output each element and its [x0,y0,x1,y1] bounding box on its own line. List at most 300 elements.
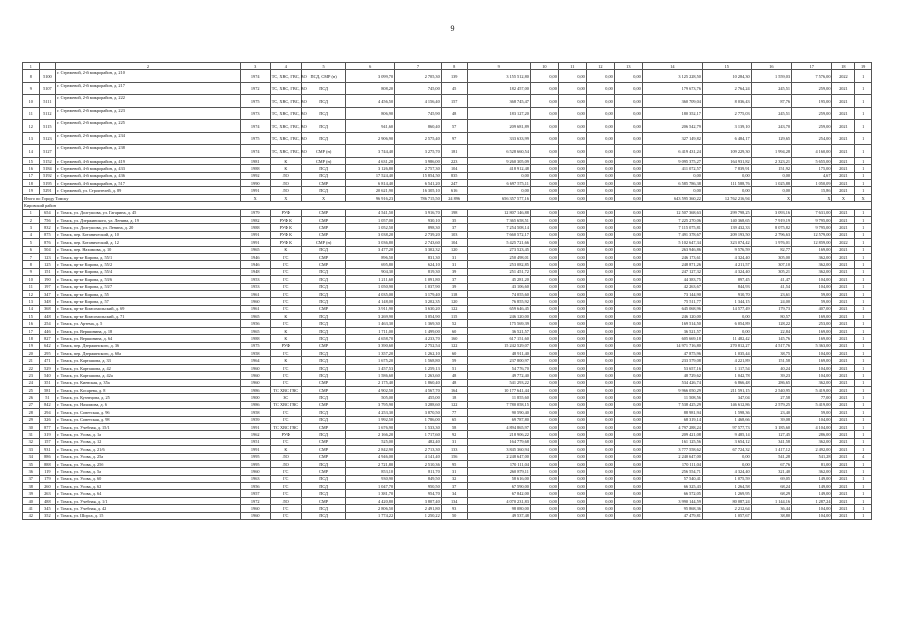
cell-s2: 0,00 [751,187,791,194]
cell-year: 1963 [240,475,270,482]
cell-s3: 169,00 [792,313,832,320]
cell-f2: 0,00 [558,490,586,497]
cell-area1: 853,10 [346,468,395,475]
cell-f3: 0,00 [586,120,614,133]
cell-addr: г. Стрежевой, 2-й микрорайон, д. 234 [56,132,241,145]
cell-s1: 4 324,40 [702,268,751,275]
cell-n: 24 [23,379,40,386]
cell-year: 1965 [240,313,270,320]
cell-addr: г. Стрежевой, 4-й микрорайон, д. 517 [56,180,241,187]
cell-id: 471 [39,357,56,364]
cell-id: 5112 [39,107,56,120]
cell-f4: 0,00 [614,231,642,238]
cell-last: 1 [855,70,872,83]
cell-last: 1 [855,290,872,297]
cell-cost: 2 248 647,00 [467,453,530,460]
cell-n: 27 [23,401,40,408]
cell-addr: г. Стрежевой, 2-й микрорайон, д. 217 [56,82,241,95]
cell-cost: 74 055,60 [467,290,530,297]
cell-s2: 23,40 [751,409,791,416]
cell-n: 11 [23,283,40,290]
cell-yr: 2021 [832,145,855,158]
cell-f4: 0,00 [614,453,642,460]
cell-addr: г. Стрежевой, 4-й микрорайон, д. 419 [56,157,241,164]
cell-area2: 4 156,40 [395,95,442,108]
cell-f1: 0,00 [530,290,558,297]
cell-area2: 1 259,13 [395,364,442,371]
cell-last: 1 [855,246,872,253]
cell-yr: 2021 [832,409,855,416]
cell-area2: 2 510,36 [395,460,442,467]
cell-res: 31 [441,261,467,268]
cell-work: СМР [301,342,346,349]
cell-res: 58 [441,423,467,430]
cell-area1: 4 902,50 [346,387,395,394]
cell-own: 180 352,17 [642,107,702,120]
cell-cost: 273 523,45 [467,246,530,253]
cell-id: 51 [39,394,56,401]
cell-area1: 3 744,40 [346,145,395,158]
cell-f1: 0,00 [530,82,558,95]
cell-work: ПСД [301,276,346,283]
cell-year: 1991 [240,446,270,453]
cell-last: 1 [855,95,872,108]
cell-last: 1 [855,423,872,430]
cell-last: 1 [855,283,872,290]
cell-f4: 0,00 [614,165,642,172]
cell-cost: 69 787,80 [467,416,530,423]
cell-f3: 0,00 [586,401,614,408]
cell-cost: 170 111,04 [467,460,530,467]
cell-own: 248 871,26 [642,261,702,268]
cell-area1: 3 099,70 [346,70,395,83]
cell-addr: г. Томск, ул. Усова, д. 5а [56,468,241,475]
cell-f2: 0,00 [558,342,586,349]
cell-year: 1995 [240,460,270,467]
total-area2: 786 715,50 [395,194,442,201]
cell-n: 15 [23,313,40,320]
cell-f1: 0,00 [530,217,558,224]
cell-work: СМР (н) [301,239,346,246]
cell-area2: 1 037,90 [395,283,442,290]
cell-sys: ГС [270,372,301,379]
cell-f4: 0,00 [614,120,642,133]
cell-f2: 0,00 [558,268,586,275]
cell-year: 1957 [240,490,270,497]
cell-area1: 4 631,20 [346,157,395,164]
cell-cost: 7 254 508,14 [467,224,530,231]
cell-f4: 0,00 [614,505,642,512]
cell-f3: 0,00 [586,305,614,312]
cell-area1: 1 057,00 [346,217,395,224]
cell-area2: 482,40 [395,438,442,445]
cell-addr: г. Томск, ул. Косарева, д. 8 [56,387,241,394]
cell-n: 12 [23,120,40,133]
cell-f4: 0,00 [614,290,642,297]
cell-id: 326 [39,416,56,423]
cell-s2: 3 185,60 [751,423,791,430]
cell-s2: 39,08 [751,416,791,423]
cell-res: 97 [441,132,467,145]
cell-year: 1973 [240,107,270,120]
column-number: 5 [301,63,346,70]
cell-f2: 0,00 [558,468,586,475]
cell-f4: 0,00 [614,82,642,95]
cell-sys: ГС [270,364,301,371]
cell-f4: 0,00 [614,180,642,187]
table-row [23,505,872,512]
cell-area1: 1 357,20 [346,350,395,357]
table-row [23,298,872,305]
cell-id: 295 [39,350,56,357]
cell-own: 246 120,00 [642,313,702,320]
cell-f4: 0,00 [614,95,642,108]
cell-n: 26 [23,394,40,401]
cell-res: 37 [441,483,467,490]
cell-sys: ТС, ХВС, ГВС, ВО [270,95,301,108]
cell-year: 1991 [240,231,270,238]
cell-last: 1 [855,180,872,187]
cell-addr: г. Томск, пр-кт Комсомольский, д. 69 [56,305,241,312]
cell-own: 360 709,04 [642,95,702,108]
cell-area2: 16 305,10 [395,187,442,194]
cell-yr: 2022 [832,70,855,83]
cell-last: 1 [855,217,872,224]
table-row [23,490,872,497]
cell-f1: 0,00 [530,394,558,401]
column-number: 1 [23,63,40,70]
cell-f4: 0,00 [614,313,642,320]
cell-f4: 0,00 [614,409,642,416]
cell-f3: 0,00 [586,172,614,179]
cell-year: 1975 [240,132,270,145]
cell-sys: ТС, ХВС, ГВС, ВО [270,82,301,95]
cell-own: 206 542,79 [642,120,702,133]
cell-res: 59 [441,357,467,364]
table-row [23,512,872,519]
cell-s2: 69,05 [751,475,791,482]
cell-f3: 0,00 [586,231,614,238]
cell-res: 103 [441,231,467,238]
cell-f3: 0,00 [586,145,614,158]
column-number: 19 [855,63,872,70]
cell-res: 120 [441,246,467,253]
cell-addr: г. Стрежевой, 4-й микрорайон, д. 436 [56,172,241,179]
cell-f2: 0,00 [558,512,586,519]
cell-id: 263 [39,490,56,497]
cell-own: 327 149,82 [642,132,702,145]
cell-work: ПСД [301,460,346,467]
cell-last: 1 [855,313,872,320]
cell-work: ПСД [301,505,346,512]
table-row [23,431,872,438]
cell-n: 15 [23,157,40,164]
cell-res: 104 [441,239,467,246]
cell-addr: г. Томск, пр-кт Кирова, д. 55 [56,290,241,297]
cell-s3: 15,86 [792,187,832,194]
cell-last: 1 [855,401,872,408]
cell-n: 13 [23,298,40,305]
cell-f1: 0,00 [530,120,558,133]
cell-f2: 0,00 [558,283,586,290]
cell-yr: 2021 [832,387,855,394]
cell-sys: ЛО [270,497,301,504]
cell-res: 50 [441,512,467,519]
cell-res: 93 [441,505,467,512]
cell-own: 95 868,36 [642,505,702,512]
cell-own: 170 111,04 [642,460,702,467]
cell-f4: 0,00 [614,372,642,379]
cell-id: 190 [39,276,56,283]
cell-n: 13 [23,132,40,145]
cell-id: 294 [39,409,56,416]
cell-s3: 259,00 [792,120,832,133]
cell-year: 1953 [240,283,270,290]
cell-area1: 2 175,40 [346,379,395,386]
cell-cost: 10 177 641,44 [467,387,530,394]
cell-id: 260 [39,483,56,490]
cell-s3: 59,00 [792,409,832,416]
cell-area2: 1 262,10 [395,350,442,357]
cell-sys: ГС [270,490,301,497]
cell-addr: г. Томск, пр-кт Кирова, д. 55/4 [56,268,241,275]
table-row [23,483,872,490]
cell-res: 48 [441,372,467,379]
cell-f2: 0,00 [558,401,586,408]
cell-area2: 1 533,30 [395,423,442,430]
table-row [23,187,872,194]
cell-s3: 12 859,00 [792,239,832,246]
cell-area2: 954,70 [395,490,442,497]
cell-addr: г. Томск, ул. Учебная, д. 15/1 [56,423,241,430]
cell-res: 181 [441,145,467,158]
cell-s3: 9 795,00 [792,224,832,231]
cell-n: 17 [23,327,40,334]
cell-s3: 362,00 [792,261,832,268]
cell-n: 17 [23,172,40,179]
cell-addr: г. Томск, пер. Ботанический, д. 10 [56,231,241,238]
cell-f3: 0,00 [586,423,614,430]
cell-addr: г. Томск, ул. Усова, д. 25б [56,460,241,467]
cell-s2: 145,76 [751,335,791,342]
cell-f2: 0,00 [558,497,586,504]
cell-year: 1975 [240,95,270,108]
cell-id: 581 [39,387,56,394]
cell-sys: ГС [270,261,301,268]
cell-work: ПСД [301,335,346,342]
cell-area2: 745,00 [395,82,442,95]
cell-work: СМР (н) [301,157,346,164]
cell-own: 534 426,74 [642,379,702,386]
table-row [23,372,872,379]
cell-area1: 1 381,70 [346,490,395,497]
cell-f3: 0,00 [586,82,614,95]
cell-area2: 3 202,35 [395,298,442,305]
cell-last: 1 [855,157,872,164]
cell-sys: ЛО [270,453,301,460]
cell-s3: 253,00 [792,320,832,327]
cell-cost: 9 260 305,09 [467,157,530,164]
cell-year: 1986 [240,401,270,408]
cell-yr: 2021 [832,261,855,268]
cell-id: 5111 [39,95,56,108]
table-row [23,438,872,445]
cell-area1: 4 253,30 [346,409,395,416]
column-number-row [23,63,872,70]
cell-f2: 0,00 [558,350,586,357]
cell-f3: 0,00 [586,132,614,145]
cell-work: ПСД [301,372,346,379]
cell-sys: ТС ХВС ГВС [270,387,301,394]
cell-sys: ГС [270,379,301,386]
cell-yr: 2021 [832,246,855,253]
cell-own: 645 068,96 [642,305,702,312]
cell-cost: 90 590,40 [467,409,530,416]
cell-f1: 0,00 [530,180,558,187]
cell-f3: 0,00 [586,313,614,320]
cell-s2: 3 093,16 [751,209,791,216]
cell-f2: 0,00 [558,157,586,164]
cell-id: 756 [39,217,56,224]
cell-area1: 4 420,80 [346,497,395,504]
cell-yr: 2021 [832,423,855,430]
total-s3: X [792,194,832,201]
cell-s1: 97 577,73 [702,423,751,430]
cell-f2: 0,00 [558,145,586,158]
column-number: 18 [832,63,855,70]
cell-s2: 1 025,88 [751,180,791,187]
cell-own: 44 383,75 [642,276,702,283]
cell-cost: 368 745,47 [467,95,530,108]
cell-n: 16 [23,165,40,172]
cell-last: 1 [855,483,872,490]
cell-yr: 2021 [832,372,855,379]
cell-sys: ГС [270,253,301,260]
cell-s2: 22,84 [751,327,791,334]
cell-f1: 0,00 [530,364,558,371]
cell-s3: 259,00 [792,82,832,95]
cell-area1: 3 126,80 [346,165,395,172]
cell-year: 1974 [240,145,270,158]
cell-res: 52 [441,320,467,327]
cell-area2: 3 288,60 [395,401,442,408]
cell-f1: 0,00 [530,379,558,386]
cell-s1: 9 485,14 [702,431,751,438]
cell-addr: г. Томск, пр-кт Кирова, д. 53/6 [56,276,241,283]
cell-addr: г. Томск, ул. Усова, д. 21/6 [56,446,241,453]
cell-f3: 0,00 [586,431,614,438]
cell-year: 1975 [240,342,270,349]
cell-area2: 4 141,40 [395,453,442,460]
cell-id: 179 [39,475,56,482]
cell-s3: 195,00 [792,95,832,108]
cell-id: 931 [39,446,56,453]
cell-addr: г. Томск, ул. Усова, д. 1а [56,431,241,438]
cell-last: 4 [855,453,872,460]
cell-yr: 2021 [832,497,855,504]
cell-addr: г. Томск, ул. Карташова, д. 42 [56,364,241,371]
cell-res: 139 [441,70,467,83]
cell-work: ПСД [301,350,346,357]
cell-f2: 0,00 [558,239,586,246]
cell-f1: 0,00 [530,313,558,320]
cell-cost: 218 906,22 [467,431,530,438]
cell-work: ПСД [301,512,346,519]
cell-work: СМР [301,261,346,268]
cell-n: 7 [23,253,40,260]
cell-area1: 3 477,20 [346,246,395,253]
cell-n: 23 [23,372,40,379]
cell-f1: 0,00 [530,401,558,408]
cell-last: 1 [855,357,872,364]
cell-f4: 0,00 [614,446,642,453]
cell-yr: 2021 [832,357,855,364]
cell-res: 247 [441,180,467,187]
cell-s2: 128,22 [751,320,791,327]
cell-f2: 0,00 [558,209,586,216]
cell-s3: 1 050,09 [792,180,832,187]
table-row [23,217,872,224]
cell-last: 1 [855,327,872,334]
cell-area1: 3 390,60 [346,342,395,349]
cell-addr: г. Стрежевой, 2-й микрорайон, д. 225 [56,120,241,133]
cell-f3: 0,00 [586,70,614,83]
cell-area2: 1 250,22 [395,512,442,519]
cell-year: 1972 [240,82,270,95]
cell-s1: 6 484,17 [702,132,751,145]
cell-year: 1960 [240,372,270,379]
table-row [23,246,872,253]
cell-year: 1961 [240,305,270,312]
cell-sys: К [270,327,301,334]
cell-s2: 0,00 [751,172,791,179]
cell-res: 60 [441,327,467,334]
cell-f2: 0,00 [558,187,586,194]
cell-f4: 0,00 [614,357,642,364]
cell-f4: 0,00 [614,416,642,423]
cell-year: 1962 [240,431,270,438]
column-number: 6 [346,63,395,70]
cell-f4: 0,00 [614,468,642,475]
cell-work: ПСД [301,320,346,327]
cell-f3: 0,00 [586,107,614,120]
cell-id: 888 [39,460,56,467]
cell-f4: 0,00 [614,305,642,312]
cell-work: СМР [301,446,346,453]
cell-f1: 0,00 [530,320,558,327]
cell-year: 1956 [240,320,270,327]
cell-year: 1972 [240,497,270,504]
column-number: 8 [441,63,467,70]
table-row [23,350,872,357]
cell-n: 28 [23,409,40,416]
cell-f2: 0,00 [558,483,586,490]
cell-s2: 38,80 [751,512,791,519]
cell-f3: 0,00 [586,475,614,482]
cell-sys: К [270,246,301,253]
cell-n: 11 [23,107,40,120]
cell-own: 47 875,96 [642,350,702,357]
cell-last: 1 [855,387,872,394]
cell-s1: 0,00 [702,313,751,320]
cell-res: 118 [441,290,467,297]
cell-area1: 2 721,80 [346,460,395,467]
cell-s2: 27,58 [751,394,791,401]
cell-work: СМР [301,387,346,394]
cell-own: 12 507 368,63 [642,209,702,216]
cell-id: 877 [39,423,56,430]
table-row [23,180,872,187]
